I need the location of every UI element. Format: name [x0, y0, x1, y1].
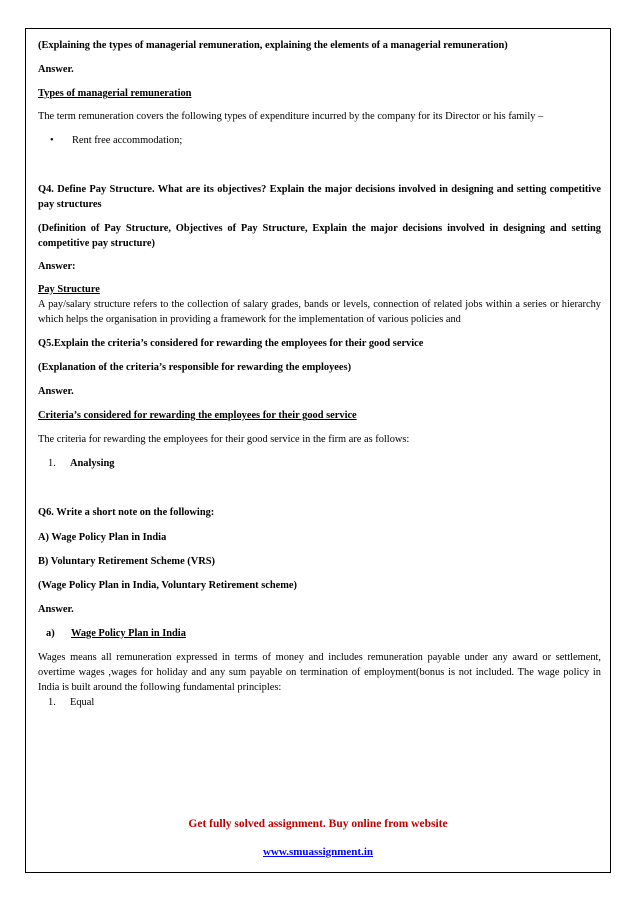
- bullet-text: Rent free accommodation;: [72, 135, 183, 147]
- promo-text: Get fully solved assignment. Buy online from website: [188, 818, 448, 830]
- lettered-item: [46, 626, 601, 641]
- q6-explanation: (Wage Policy Plan in India, Voluntary Retirement scheme): [38, 579, 297, 591]
- q4-definition: (Definition of Pay Structure, Objectives of Pay Structure, Explain the major decisions involved in designing and setting competitive pay structure): [38, 222, 601, 249]
- document-body: [38, 38, 601, 710]
- item-number: 1.: [48, 458, 56, 470]
- paragraph: The criteria for rewarding the employees for their good service in the firm are as follows:: [38, 434, 410, 446]
- numbered-item: [48, 695, 601, 710]
- bullet-item: [50, 133, 601, 148]
- answer-label: Answer.: [38, 386, 74, 398]
- q5-question: Q5.Explain the criteria’s considered for rewarding the employees for their good service: [38, 338, 424, 350]
- answer-label: Answer.: [38, 603, 74, 615]
- answer-label: Answer:: [38, 260, 76, 272]
- paragraph: A pay/salary structure refers to the collection of salary grades, bands or levels, connection of related jobs within a series or hierarchy which helps the organisation in providing a framework for the implementation of various policies and: [38, 298, 601, 325]
- item-number: 1.: [48, 697, 56, 709]
- numbered-item: [48, 456, 601, 471]
- section-heading: Pay Structure: [38, 283, 100, 295]
- item-text: Equal: [70, 697, 95, 709]
- section-heading: Types of managerial remuneration: [38, 88, 192, 100]
- item-text: Analysing: [70, 458, 115, 470]
- q4-question: Q4. Define Pay Structure. What are its objectives? Explain the major decisions involved in designing and setting competitive pay structures: [38, 184, 601, 211]
- section-heading: Criteria’s considered for rewarding the employees for their good service: [38, 410, 357, 422]
- q5-explanation: (Explanation of the criteria’s responsible for rewarding the employees): [38, 362, 352, 374]
- q3-explanation: (Explaining the types of managerial remuneration, explaining the elements of a managerial remuneration): [38, 40, 508, 51]
- bullet-icon: •: [50, 135, 54, 147]
- section-heading: Wage Policy Plan in India: [71, 627, 186, 639]
- paragraph: The term remuneration covers the following types of expenditure incurred by the company for its Director or his family –: [38, 111, 544, 123]
- q6-part-b: B) Voluntary Retirement Scheme (VRS): [38, 555, 216, 567]
- item-letter: a): [46, 627, 55, 639]
- q6-part-a: A) Wage Policy Plan in India: [38, 531, 167, 543]
- answer-label: Answer.: [38, 64, 74, 76]
- paragraph: Wages means all remuneration expressed in terms of money and includes remuneration payable under any award or settlement, overtime wages ,wages for holiday and any sum payable on termination of employment(bonus is not included. The wage policy in India is built around the following fundamental principles:: [38, 651, 601, 694]
- q6-question: Q6. Write a short note on the following:: [38, 507, 215, 519]
- website-link[interactable]: www.smuassignment.in: [262, 846, 374, 858]
